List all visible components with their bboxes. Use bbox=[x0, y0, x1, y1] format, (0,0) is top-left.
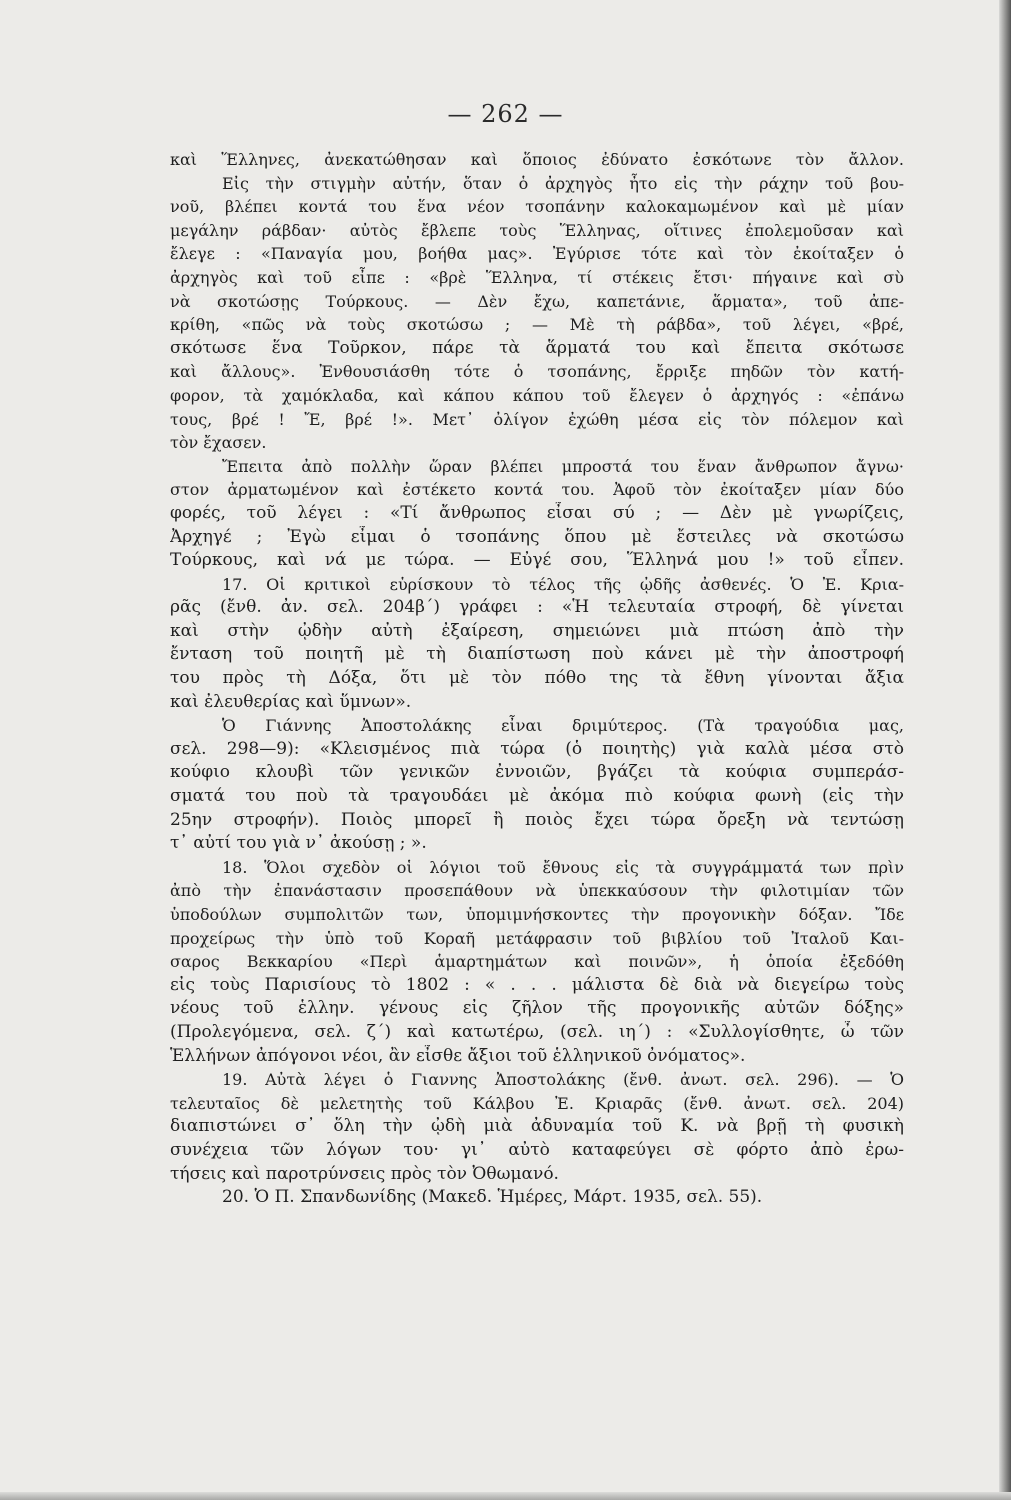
text-line: καὶ στὴν ᾠδὴν αὐτὴ ἐξαίρεση, σημειώνει μιὰ πτώση ἀπὸ τὴν bbox=[170, 620, 904, 641]
text-line: σελ. 298—9): «Κλεισμένος πιὰ τώρα (ὁ ποιητὴς) γιὰ καλὰ μέσα στὸ bbox=[170, 738, 904, 759]
page-bottom-edge bbox=[0, 1492, 1011, 1500]
text-line: τελευταῖος δὲ μελετητὴς τοῦ Κάλβου Ἐ. Κριαρᾶς (ἔνθ. ἀνωτ. σελ. 204) bbox=[170, 1093, 904, 1113]
text-line: 25ην στροφήν). Ποιὸς μπορεῖ ἢ ποιὸς ἔχει τώρα ὄρεξη νὰ τεντώσῃ bbox=[170, 809, 904, 830]
text-line: διαπιστώνει σ᾽ ὅλη τὴν ᾠδὴ μιὰ ἀδυναμία τοῦ Κ. νὰ βρῇ τὴ φυσικὴ bbox=[170, 1116, 904, 1137]
text-line: καὶ ἄλλους». Ἐνθουσιάσθη τότε ὁ τσοπάνης, ἔρριξε πηδῶν τὸν κατή- bbox=[170, 362, 904, 382]
text-line: στον ἀρματωμένον καὶ ἐστέκετο κοντά του. Ἀφοῦ τὸν ἐκοίταξεν μίαν δύο bbox=[170, 480, 904, 500]
text-line: Τούρκους, καὶ νά με τώρα. — Εὐγέ σου, Ἕλληνά μου !» τοῦ εἶπεν. bbox=[170, 550, 904, 571]
text-line: κούφιο κλουβὶ τῶν γενικῶν ἐννοιῶν, βγάζει τὰ κούφια συμπεράσ- bbox=[170, 762, 904, 783]
text-line: μεγάλην ράβδαν· αὐτὸς ἔβλεπε τοὺς Ἕλληνας, οἵτινες ἐπολεμοῦσαν καὶ bbox=[170, 220, 904, 240]
text-line: συνέχεια τῶν λόγων του· γι᾽ αὐτὸ καταφεύγει σὲ φόρτο ἀπὸ ἐρω- bbox=[170, 1139, 904, 1160]
page-number: — 262 — bbox=[447, 100, 564, 128]
text-line: του πρὸς τὴ Δόξα, ὅτι μὲ τὸν πόθο της τὰ ἔθνη γίνονται ἄξια bbox=[170, 668, 904, 689]
text-line: 17. Οἱ κριτικοὶ εὑρίσκουν τὸ τέλος τῆς ᾠδῆς ἀσθενές. Ὁ Ἐ. Κρια- bbox=[222, 574, 904, 594]
text-line: (Προλεγόμενα, σελ. ζ΄) καὶ κατωτέρω, (σελ. ιη΄) : «Συλλογίσθητε, ὦ τῶν bbox=[170, 1021, 904, 1042]
text-line: 19. Αὐτὰ λέγει ὁ Γιαννης Ἀποστολάκης (ἔνθ. ἀνωτ. σελ. 296). — Ὁ bbox=[222, 1070, 904, 1090]
text-line: ἔνταση τοῦ ποιητῆ μὲ τὴ διαπίστωση ποὺ κάνει μὲ τὴν ἀποστροφή bbox=[170, 644, 904, 665]
text-line: ρᾶς (ἔνθ. ἀν. σελ. 204β΄) γράφει : «Ἡ τελευταία στροφή, δὲ γίνεται bbox=[170, 597, 904, 618]
text-line: Εἰς τὴν στιγμὴν αὐτήν, ὅταν ὁ ἀρχηγὸς ἦτο εἰς τὴν ράχην τοῦ βου- bbox=[222, 173, 904, 193]
text-line: σκότωσε ἕνα Τοῦρκον, πάρε τὰ ἅρματά του καὶ ἔπειτα σκότωσε bbox=[170, 337, 904, 358]
text-line: προχείρως τὴν ὑπὸ τοῦ Κοραῆ μετάφρασιν τοῦ βιβλίου τοῦ Ἰταλοῦ Και- bbox=[170, 928, 904, 948]
text-line: Ἑλλήνων ἀπόγονοι νέοι, ἂν εἶσθε ἄξιοι τοῦ ἑλληνικοῦ ὀνόματος». bbox=[170, 1045, 746, 1066]
text-line: σματά του ποὺ τὰ τραγουδάει μὲ ἀκόμα πιὸ κούφια φωνὴ (εἰς τὴν bbox=[170, 786, 904, 807]
body-text bbox=[170, 148, 904, 1210]
text-line: 20. Ὁ Π. Σπανδωνίδης (Μακεδ. Ἡμέρες, Μάρτ. 1935, σελ. 55). bbox=[222, 1187, 763, 1208]
text-line: εἰς τοὺς Παρισίους τὸ 1802 : « . . . μάλιστα δὲ διὰ νὰ διεγείρω τοὺς bbox=[170, 974, 904, 995]
text-line: ὑποδούλων συμπολιτῶν των, ὑπομιμνήσκοντες τὴν προγονικὴν δόξαν. Ἴδε bbox=[170, 905, 904, 924]
text-line: ἔλεγε : «Παναγία μου, βοήθα μας». Ἐγύρισε τότε καὶ τὸν ἐκοίταξεν ὁ bbox=[170, 244, 904, 264]
text-line: 18. Ὅλοι σχεδὸν οἱ λόγιοι τοῦ ἔθνους εἰς τὰ συγγράμματά των πρὶν bbox=[222, 857, 904, 877]
text-line: Ὁ Γιάννης Ἀποστολάκης εἶναι δριμύτερος. (Τὰ τραγούδια μας, bbox=[222, 716, 904, 736]
text-line: τὸν ἔχασεν. bbox=[170, 433, 267, 453]
text-line: νέους τοῦ ἑλλην. γένους εἰς ζῆλον τῆς προγονικῆς αὐτῶν δόξης» bbox=[170, 998, 904, 1019]
page-edge-shadow bbox=[999, 0, 1011, 1500]
text-line: νοῦ, βλέπει κοντά του ἕνα νέον τσοπάνην καλοκαμωμένον καὶ μὲ μίαν bbox=[170, 197, 904, 217]
text-line: ἀρχηγὸς καὶ τοῦ εἶπε : «βρὲ Ἕλληνα, τί στέκεις ἔτσι· πήγαινε καὶ σὺ bbox=[170, 267, 904, 287]
text-line: Ἔπειτα ἀπὸ πολλὴν ὥραν βλέπει μπροστά του ἕναν ἄνθρωπον ἄγνω· bbox=[222, 456, 904, 476]
text-line: τήσεις καὶ παροτρύνσεις πρὸς τὸν Ὀθωμανό. bbox=[170, 1163, 559, 1184]
text-line: καὶ Ἕλληνες, ἀνεκατώθησαν καὶ ὅποιος ἐδύνατο ἐσκότωνε τὸν ἄλλον. bbox=[170, 150, 904, 169]
text-line: νὰ σκοτώσῃς Τούρκους. — Δὲν ἔχω, καπετάνιε, ἅρματα», τοῦ ἀπε- bbox=[170, 291, 904, 311]
text-line: Ἀρχηγέ ; Ἐγὼ εἶμαι ὁ τσοπάνης ὅπου μὲ ἔστειλες νὰ σκοτώσω bbox=[170, 526, 904, 547]
text-line: ἀπὸ τὴν ἐπανάστασιν προσεπάθουν νὰ ὑπεκκαύσουν τὴν φιλοτιμίαν τῶν bbox=[170, 881, 904, 901]
text-line: κρίθη, «πῶς νὰ τοὺς σκοτώσω ; — Μὲ τὴ ράβδα», τοῦ λέγει, «βρέ, bbox=[170, 315, 904, 335]
text-line: τ᾽ αὐτί του γιὰ ν᾽ ἀκούσῃ ; ». bbox=[170, 833, 427, 854]
text-line: καὶ ἐλευθερίας καὶ ὕμνων». bbox=[170, 691, 412, 712]
text-line: φορές, τοῦ λέγει : «Τί ἄνθρωπος εἶσαι σύ ; — Δὲν μὲ γνωρίζεις, bbox=[170, 502, 904, 523]
text-line: σαρος Βεκκαρίου «Περὶ ἁμαρτημάτων καὶ ποινῶν», ἡ ὁποία ἐξεδόθη bbox=[170, 952, 904, 972]
text-line: τους, βρέ ! Ἔ, βρέ !». Μετ᾽ ὀλίγον ἐχώθη μέσα εἰς τὸν πόλεμον καὶ bbox=[170, 409, 904, 429]
text-line: φορον, τὰ χαμόκλαδα, καὶ κάπου κάπου τοῦ ἔλεγεν ὁ ἀρχηγός : «ἐπάνω bbox=[170, 385, 904, 405]
